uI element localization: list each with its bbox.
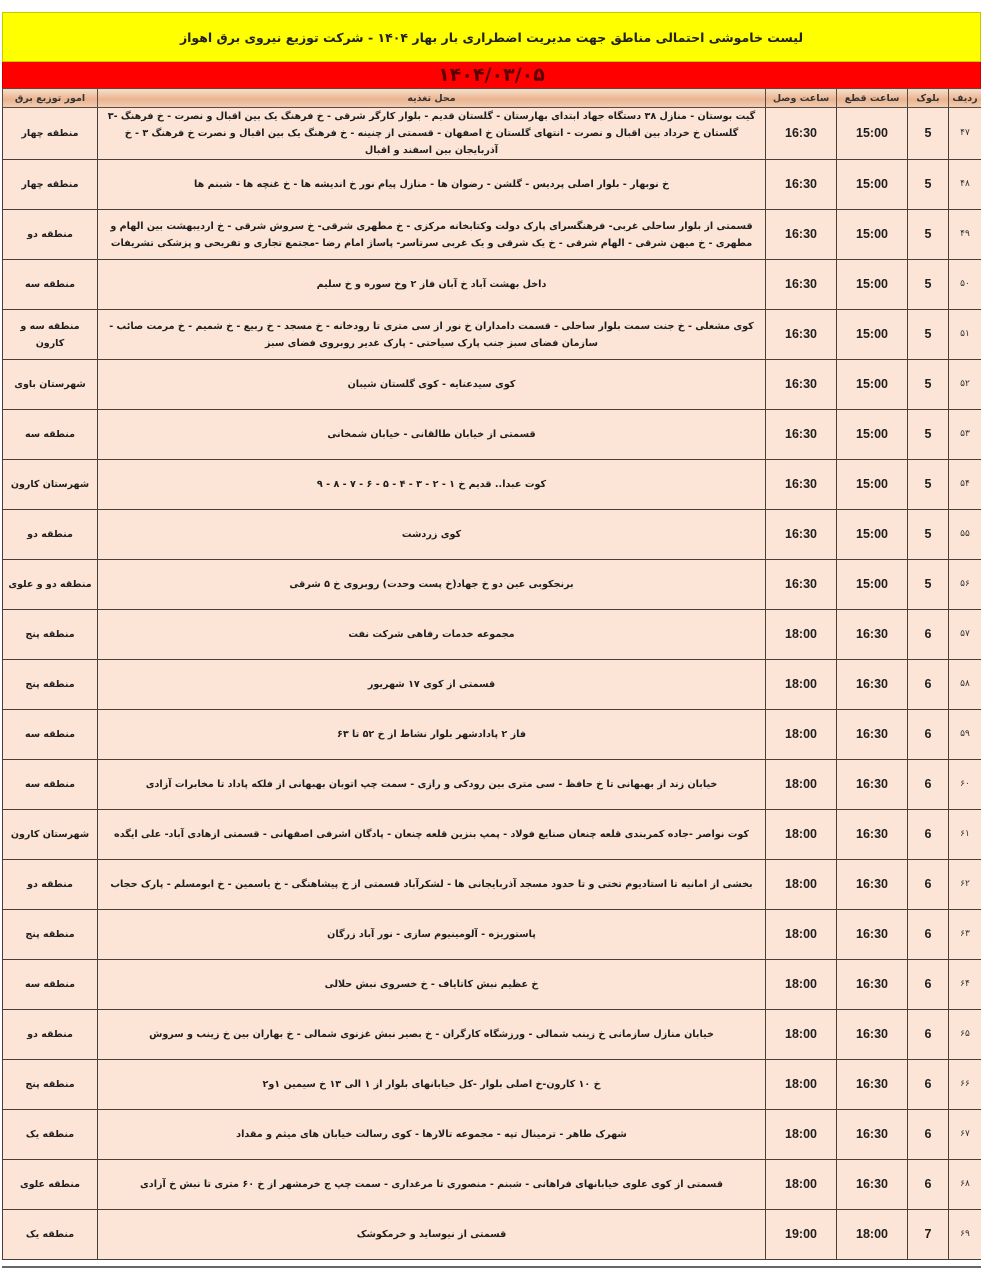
table-bottom-border <box>2 1266 981 1268</box>
row-number-cell: ۵۰ <box>949 260 981 310</box>
table-row <box>3 660 981 710</box>
location-cell: کوت نواصر -جاده کمربندی قلعه چنعان صنایع فولاد - پمپ بنزین قلعه چنعان - پادگان اشرفی اصفهانی - قسمتی ازهادی آباد- علی ایگده <box>98 810 766 860</box>
location-cell: بخشی از امانیه تا استادیوم تختی و تا حدود مسجد آذربایجانی ها - لشکرآباد قسمتی از خ پیشاهنگی - خ یاسمین - خ ابومسلم - پارک حجاب <box>98 860 766 910</box>
table-row <box>3 1060 981 1110</box>
row-number-cell: ۶۱ <box>949 810 981 860</box>
connect-time-cell: 16:30 <box>766 210 837 260</box>
block-cell: 6 <box>908 810 949 860</box>
table-row <box>3 610 981 660</box>
location-cell: خ عظیم نبش کاتایاف - خ خسروی نبش حلالی <box>98 960 766 1010</box>
cut-time-cell: 16:30 <box>837 1160 908 1210</box>
row-number-cell: ۶۴ <box>949 960 981 1010</box>
connect-time-cell: 18:00 <box>766 860 837 910</box>
block-cell: 6 <box>908 860 949 910</box>
location-cell: قسمتی از کوی ۱۷ شهریور <box>98 660 766 710</box>
col-header-block: بلوک <box>908 89 949 108</box>
location-cell: شهرک طاهر - ترمینال تپه - مجموعه تالارها - کوی رسالت خیابان های میثم و مقداد <box>98 1110 766 1160</box>
block-cell: 6 <box>908 660 949 710</box>
block-cell: 6 <box>908 960 949 1010</box>
row-number-cell: ۶۳ <box>949 910 981 960</box>
col-header-distribution-area: امور توزیع برق <box>3 89 98 108</box>
block-cell: 5 <box>908 210 949 260</box>
block-cell: 7 <box>908 1210 949 1260</box>
connect-time-cell: 16:30 <box>766 510 837 560</box>
row-number-cell: ۶۷ <box>949 1110 981 1160</box>
location-cell: قسمتی از خیابان طالقانی - خیابان شمخانی <box>98 410 766 460</box>
row-number-cell: ۴۹ <box>949 210 981 260</box>
location-cell: کوی سیدعنایه - کوی گلستان شیبان <box>98 360 766 410</box>
distribution-area-cell: منطقه پنج <box>3 910 98 960</box>
distribution-area-cell: منطقه چهار <box>3 108 98 160</box>
location-cell: قسمتی از نیوساید و خرمکوشک <box>98 1210 766 1260</box>
cut-time-cell: 15:00 <box>837 210 908 260</box>
row-number-cell: ۶۶ <box>949 1060 981 1110</box>
row-number-cell: ۶۹ <box>949 1210 981 1260</box>
row-number-cell: ۵۴ <box>949 460 981 510</box>
location-cell: کوت عبدا.. قدیم خ ۱ - ۲ - ۳ - ۴ - ۵ - ۶ - ۷ - ۸ - ۹ <box>98 460 766 510</box>
cut-time-cell: 15:00 <box>837 310 908 360</box>
table-row <box>3 710 981 760</box>
connect-time-cell: 16:30 <box>766 560 837 610</box>
block-cell: 6 <box>908 710 949 760</box>
connect-time-cell: 16:30 <box>766 410 837 460</box>
distribution-area-cell: منطقه علوی <box>3 1160 98 1210</box>
table-row <box>3 1010 981 1060</box>
block-cell: 5 <box>908 160 949 210</box>
distribution-area-cell: منطقه دو <box>3 210 98 260</box>
cut-time-cell: 15:00 <box>837 410 908 460</box>
distribution-area-cell: منطقه سه <box>3 710 98 760</box>
block-cell: 6 <box>908 610 949 660</box>
row-number-cell: ۵۲ <box>949 360 981 410</box>
table-row <box>3 460 981 510</box>
distribution-area-cell: منطقه دو <box>3 510 98 560</box>
location-cell: کوی مشعلی - خ جنت سمت بلوار ساحلی - قسمت دامداران خ نور از سی متری تا رودخانه - خ مسجد - خ ربیع - خ شمیم - خ مرمت صائب - سازمان فضای سبز جنب پارک سیاحتی - پارک غدیر روبروی فضای سبز <box>98 310 766 360</box>
row-number-cell: ۶۰ <box>949 760 981 810</box>
location-cell: قسمتی از بلوار ساحلی غربی- فرهنگسرای پارک دولت وکتابخانه مرکزی - خ مطهری شرقی- خ سروش شرقی - خ اردیبهشت بین الهام و مطهری - خ میهن شرقی - الهام شرقی - خ یک شرقی و یک غربی سرتاسر- پاساژ امام رضا -مجتمع تجاری و تفریحی و پزشکی تشریفات <box>98 210 766 260</box>
table-row <box>3 1210 981 1260</box>
connect-time-cell: 18:00 <box>766 1060 837 1110</box>
cut-time-cell: 16:30 <box>837 910 908 960</box>
cut-time-cell: 16:30 <box>837 760 908 810</box>
cut-time-cell: 16:30 <box>837 860 908 910</box>
distribution-area-cell: منطقه پنج <box>3 1060 98 1110</box>
connect-time-cell: 18:00 <box>766 960 837 1010</box>
table-row <box>3 1110 981 1160</box>
connect-time-cell: 16:30 <box>766 360 837 410</box>
schedule-date: ۱۴۰۴/۰۳/۰۵ <box>2 62 981 88</box>
col-header-connect-time: ساعت وصل <box>766 89 837 108</box>
table-row <box>3 810 981 860</box>
table-row <box>3 960 981 1010</box>
location-cell: کوی زردشت <box>98 510 766 560</box>
table-row <box>3 310 981 360</box>
distribution-area-cell: منطقه پنج <box>3 610 98 660</box>
block-cell: 5 <box>908 410 949 460</box>
cut-time-cell: 15:00 <box>837 460 908 510</box>
connect-time-cell: 18:00 <box>766 910 837 960</box>
outage-schedule-sheet <box>2 12 981 1260</box>
connect-time-cell: 18:00 <box>766 1110 837 1160</box>
table-row <box>3 510 981 560</box>
row-number-cell: ۵۳ <box>949 410 981 460</box>
row-number-cell: ۴۷ <box>949 108 981 160</box>
connect-time-cell: 18:00 <box>766 660 837 710</box>
location-cell: مجموعه خدمات رفاهی شرکت نفت <box>98 610 766 660</box>
distribution-area-cell: منطقه پنج <box>3 660 98 710</box>
page-title: لیست خاموشی احتمالی مناطق جهت مدیریت اضطراری بار بهار ۱۴۰۴ - شرکت توزیع نیروی برق اهواز <box>2 12 981 62</box>
connect-time-cell: 18:00 <box>766 760 837 810</box>
row-number-cell: ۵۱ <box>949 310 981 360</box>
distribution-area-cell: منطقه دو <box>3 860 98 910</box>
row-number-cell: ۶۵ <box>949 1010 981 1060</box>
location-cell: برنجکوبی عین دو خ جهاد(خ پست وحدت) روبروی خ ۵ شرقی <box>98 560 766 610</box>
cut-time-cell: 18:00 <box>837 1210 908 1260</box>
location-cell: داخل بهشت آباد خ آبان فاز ۲ وخ سوره و خ سلیم <box>98 260 766 310</box>
row-number-cell: ۵۸ <box>949 660 981 710</box>
location-cell: فاز ۲ پادادشهر بلوار نشاط از خ ۵۲ تا ۶۳ <box>98 710 766 760</box>
distribution-area-cell: منطقه سه و کارون <box>3 310 98 360</box>
connect-time-cell: 18:00 <box>766 810 837 860</box>
table-row <box>3 560 981 610</box>
distribution-area-cell: شهرستان کارون <box>3 810 98 860</box>
cut-time-cell: 16:30 <box>837 660 908 710</box>
location-cell: خ ۱۰ کارون-خ اصلی بلوار -کل خیابانهای بلوار از ۱ الی ۱۳ خ سیمین ۱و۲ <box>98 1060 766 1110</box>
cut-time-cell: 16:30 <box>837 960 908 1010</box>
location-cell: گیت بوستان - منازل ۳۸ دستگاه جهاد ابتدای بهارستان - گلستان قدیم - بلوار کارگر شرقی - خ فرهنگ یک بین اقبال و نصرت - خ فرهنگ -۳ گلستان خ خرداد بین اقبال و نصرت - انتهای گلستان خ اصفهان - قسمتی از چنینه - خ فرهنگ یک بین اقبال و نصرت خ فرهنگ ۳ - خ آذربایجان بین اسفند و اقبال <box>98 108 766 160</box>
distribution-area-cell: منطقه چهار <box>3 160 98 210</box>
block-cell: 6 <box>908 1010 949 1060</box>
block-cell: 6 <box>908 760 949 810</box>
table-row <box>3 860 981 910</box>
distribution-area-cell: منطقه سه <box>3 760 98 810</box>
cut-time-cell: 16:30 <box>837 610 908 660</box>
col-header-cut-time: ساعت قطع <box>837 89 908 108</box>
cut-time-cell: 15:00 <box>837 160 908 210</box>
cut-time-cell: 16:30 <box>837 710 908 760</box>
block-cell: 6 <box>908 910 949 960</box>
table-body <box>3 108 981 1260</box>
block-cell: 5 <box>908 260 949 310</box>
cut-time-cell: 16:30 <box>837 810 908 860</box>
cut-time-cell: 16:30 <box>837 1110 908 1160</box>
location-cell: خیابان منازل سازمانی خ زینب شمالی - ورزشگاه کارگران - خ بصیر نبش غزنوی شمالی - خ بهاران بین خ زینب و سروش <box>98 1010 766 1060</box>
col-header-row-number: ردیف <box>949 89 981 108</box>
table-row <box>3 760 981 810</box>
distribution-area-cell: منطقه سه <box>3 960 98 1010</box>
connect-time-cell: 16:30 <box>766 160 837 210</box>
connect-time-cell: 19:00 <box>766 1210 837 1260</box>
row-number-cell: ۵۹ <box>949 710 981 760</box>
location-cell: پاستوریزه - آلومینیوم سازی - نور آباد زرگان <box>98 910 766 960</box>
table-row <box>3 410 981 460</box>
location-cell: خیابان زند از بهبهانی تا خ حافظ - سی متری بین رودکی و رازی - سمت چپ اتوبان بهبهانی از فلکه پاداد تا مخابرات آزادی <box>98 760 766 810</box>
distribution-area-cell: شهرستان باوی <box>3 360 98 410</box>
table-header-row <box>3 89 981 108</box>
table-row <box>3 360 981 410</box>
connect-time-cell: 18:00 <box>766 1010 837 1060</box>
connect-time-cell: 16:30 <box>766 260 837 310</box>
cut-time-cell: 15:00 <box>837 360 908 410</box>
row-number-cell: ۶۸ <box>949 1160 981 1210</box>
row-number-cell: ۵۵ <box>949 510 981 560</box>
connect-time-cell: 18:00 <box>766 610 837 660</box>
connect-time-cell: 16:30 <box>766 310 837 360</box>
block-cell: 5 <box>908 310 949 360</box>
block-cell: 5 <box>908 510 949 560</box>
block-cell: 6 <box>908 1160 949 1210</box>
cut-time-cell: 15:00 <box>837 260 908 310</box>
connect-time-cell: 18:00 <box>766 710 837 760</box>
outage-table <box>2 88 981 1260</box>
location-cell: خ نوبهار - بلوار اصلی پردیس - گلشن - رضوان ها - منازل پیام نور خ اندیشه ها - خ غنچه ها - شبنم ها <box>98 160 766 210</box>
block-cell: 5 <box>908 360 949 410</box>
table-row <box>3 910 981 960</box>
distribution-area-cell: منطقه یک <box>3 1110 98 1160</box>
row-number-cell: ۴۸ <box>949 160 981 210</box>
block-cell: 5 <box>908 560 949 610</box>
distribution-area-cell: منطقه یک <box>3 1210 98 1260</box>
distribution-area-cell: منطقه سه <box>3 260 98 310</box>
block-cell: 5 <box>908 460 949 510</box>
table-row <box>3 160 981 210</box>
cut-time-cell: 16:30 <box>837 1010 908 1060</box>
cut-time-cell: 15:00 <box>837 560 908 610</box>
block-cell: 5 <box>908 108 949 160</box>
table-row <box>3 1160 981 1210</box>
row-number-cell: ۵۷ <box>949 610 981 660</box>
location-cell: قسمتی از کوی علوی خیابانهای فراهانی - شبنم - منصوری تا مرغداری - سمت چپ ج خرمشهر از خ ۶۰ متری تا نبش خ آزادی <box>98 1160 766 1210</box>
block-cell: 6 <box>908 1060 949 1110</box>
cut-time-cell: 16:30 <box>837 1060 908 1110</box>
col-header-location: محل تغذیه <box>98 89 766 108</box>
distribution-area-cell: شهرستان کارون <box>3 460 98 510</box>
table-row <box>3 108 981 160</box>
connect-time-cell: 16:30 <box>766 108 837 160</box>
cut-time-cell: 15:00 <box>837 510 908 560</box>
connect-time-cell: 16:30 <box>766 460 837 510</box>
cut-time-cell: 15:00 <box>837 108 908 160</box>
row-number-cell: ۶۲ <box>949 860 981 910</box>
table-row <box>3 210 981 260</box>
block-cell: 6 <box>908 1110 949 1160</box>
distribution-area-cell: منطقه دو <box>3 1010 98 1060</box>
table-row <box>3 260 981 310</box>
distribution-area-cell: منطقه دو و علوی <box>3 560 98 610</box>
row-number-cell: ۵۶ <box>949 560 981 610</box>
connect-time-cell: 18:00 <box>766 1160 837 1210</box>
distribution-area-cell: منطقه سه <box>3 410 98 460</box>
